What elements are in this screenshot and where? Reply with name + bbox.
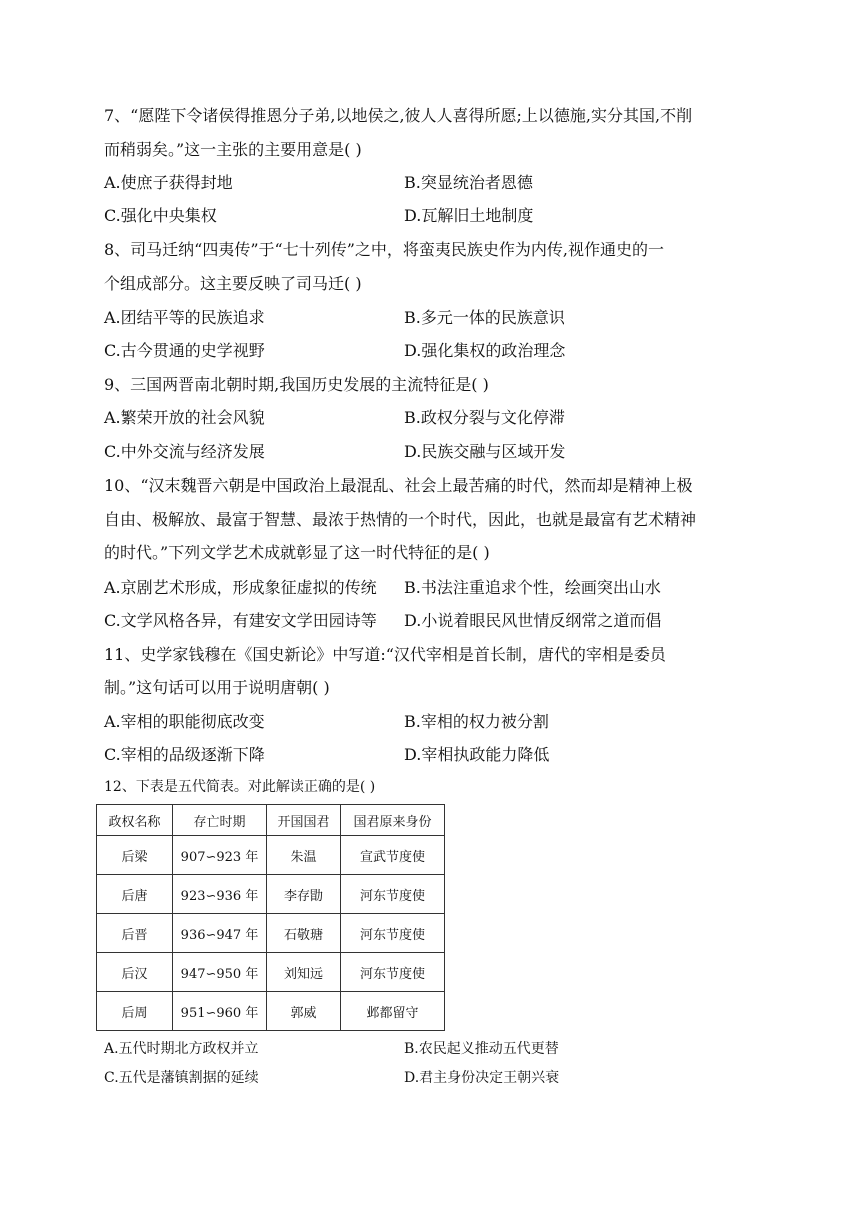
question-7-option-d: D.瓦解旧土地制度 [404,206,534,225]
question-11-option-c: C.宰相的品级逐渐下降 [104,745,265,764]
question-9-option-a: A.繁荣开放的社会风貌 [104,408,265,427]
question-9-text-line-1: 9、三国两晋南北朝时期,我国历史发展的主流特征是( ) [104,375,489,394]
question-12-option-d: D.君主身份决定王朝兴衰 [404,1070,560,1086]
question-10-text-line-1: 10、“汉末魏晋六朝是中国政治上最混乱、社会上最苦痛的时代，然而却是精神上极 [104,476,693,495]
table-cell: 石敬瑭 [267,914,341,953]
table-cell: 后唐 [97,875,173,914]
table-cell: 郭威 [267,992,341,1031]
table-cell: 宣武节度使 [341,836,445,875]
question-12-option-a: A.五代时期北方政权并立 [104,1041,259,1057]
table-cell: 947∽950 年 [173,953,267,992]
question-10-option-b: B.书法注重追求个性，绘画突出山水 [404,578,661,597]
table-header-cell: 政权名称 [97,805,173,836]
question-7-text-line-2: 而稍弱矣。”这一主张的主要用意是( ) [104,140,362,159]
question-9-option-c: C.中外交流与经济发展 [104,442,265,461]
question-10-option-a: A.京剧艺术形成，形成象征虚拟的传统 [104,578,377,597]
table-row [97,836,445,875]
question-11-option-d: D.宰相执政能力降低 [404,745,550,764]
question-7-option-b: B.突显统治者恩德 [404,173,533,192]
table-header-cell: 国君原来身份 [341,805,445,836]
table-header-row [97,805,445,836]
table-cell: 936∽947 年 [173,914,267,953]
table-cell: 河东节度使 [341,914,445,953]
table-header-cell: 开国国君 [267,805,341,836]
question-8-option-c: C.古今贯通的史学视野 [104,341,265,360]
question-12-option-b: B.农民起义推动五代更替 [404,1041,559,1057]
table-cell: 邺都留守 [341,992,445,1031]
table-cell: 朱温 [267,836,341,875]
question-10-option-c: C.文学风格各异，有建安文学田园诗等 [104,611,377,630]
table-cell: 907∽923 年 [173,836,267,875]
table-cell: 后周 [97,992,173,1031]
table-cell: 923∽936 年 [173,875,267,914]
table-cell: 李存勖 [267,875,341,914]
question-11-text-line-2: 制。”这句话可以用于说明唐朝( ) [104,678,330,697]
table-row [97,953,445,992]
table-row [97,875,445,914]
table-cell: 河东节度使 [341,875,445,914]
question-8-text-line-2: 个组成部分。这主要反映了司马迁( ) [104,274,362,293]
table-cell: 刘知远 [267,953,341,992]
question-8-option-b: B.多元一体的民族意识 [404,308,565,327]
question-11-option-a: A.宰相的职能彻底改变 [104,712,265,731]
question-10-text-line-2: 自由、极解放、最富于智慧、最浓于热情的一个时代，因此，也就是最富有艺术精神 [104,510,697,529]
question-10-option-d: D.小说着眼民风世情反纲常之道而倡 [404,611,662,630]
question-8-option-a: A.团结平等的民族追求 [104,308,265,327]
question-12-text-line-1: 12、下表是五代简表。对此解读正确的是( ) [104,779,376,795]
question-7-option-a: A.使庶子获得封地 [104,173,233,192]
five-dynasties-table [96,804,445,1031]
question-12-option-c: C.五代是藩镇割据的延续 [104,1070,259,1086]
question-7-text-line-1: 7、“愿陛下令诸侯得推恩分子弟,以地侯之,彼人人喜得所愿;上以德施,实分其国,不削 [104,106,693,125]
table-row [97,992,445,1031]
question-9-option-b: B.政权分裂与文化停滞 [404,408,565,427]
table-cell: 后梁 [97,836,173,875]
table-cell: 后晋 [97,914,173,953]
question-8-option-d: D.强化集权的政治理念 [404,341,566,360]
table-cell: 河东节度使 [341,953,445,992]
question-11-option-b: B.宰相的权力被分割 [404,712,549,731]
table-cell: 951∽960 年 [173,992,267,1031]
question-11-text-line-1: 11、史学家钱穆在《国史新论》中写道:“汉代宰相是首长制，唐代的宰相是委员 [104,645,666,664]
table-header-cell: 存亡时期 [173,805,267,836]
question-9-option-d: D.民族交融与区域开发 [404,442,566,461]
question-7-option-c: C.强化中央集权 [104,206,217,225]
question-10-text-line-3: 的时代。”下列文学艺术成就彰显了这一时代特征的是( ) [104,543,490,562]
question-8-text-line-1: 8、司马迁纳“四夷传”于“七十列传”之中，将蛮夷民族史作为内传,视作通史的一 [104,240,664,259]
table-row [97,914,445,953]
table-cell: 后汉 [97,953,173,992]
